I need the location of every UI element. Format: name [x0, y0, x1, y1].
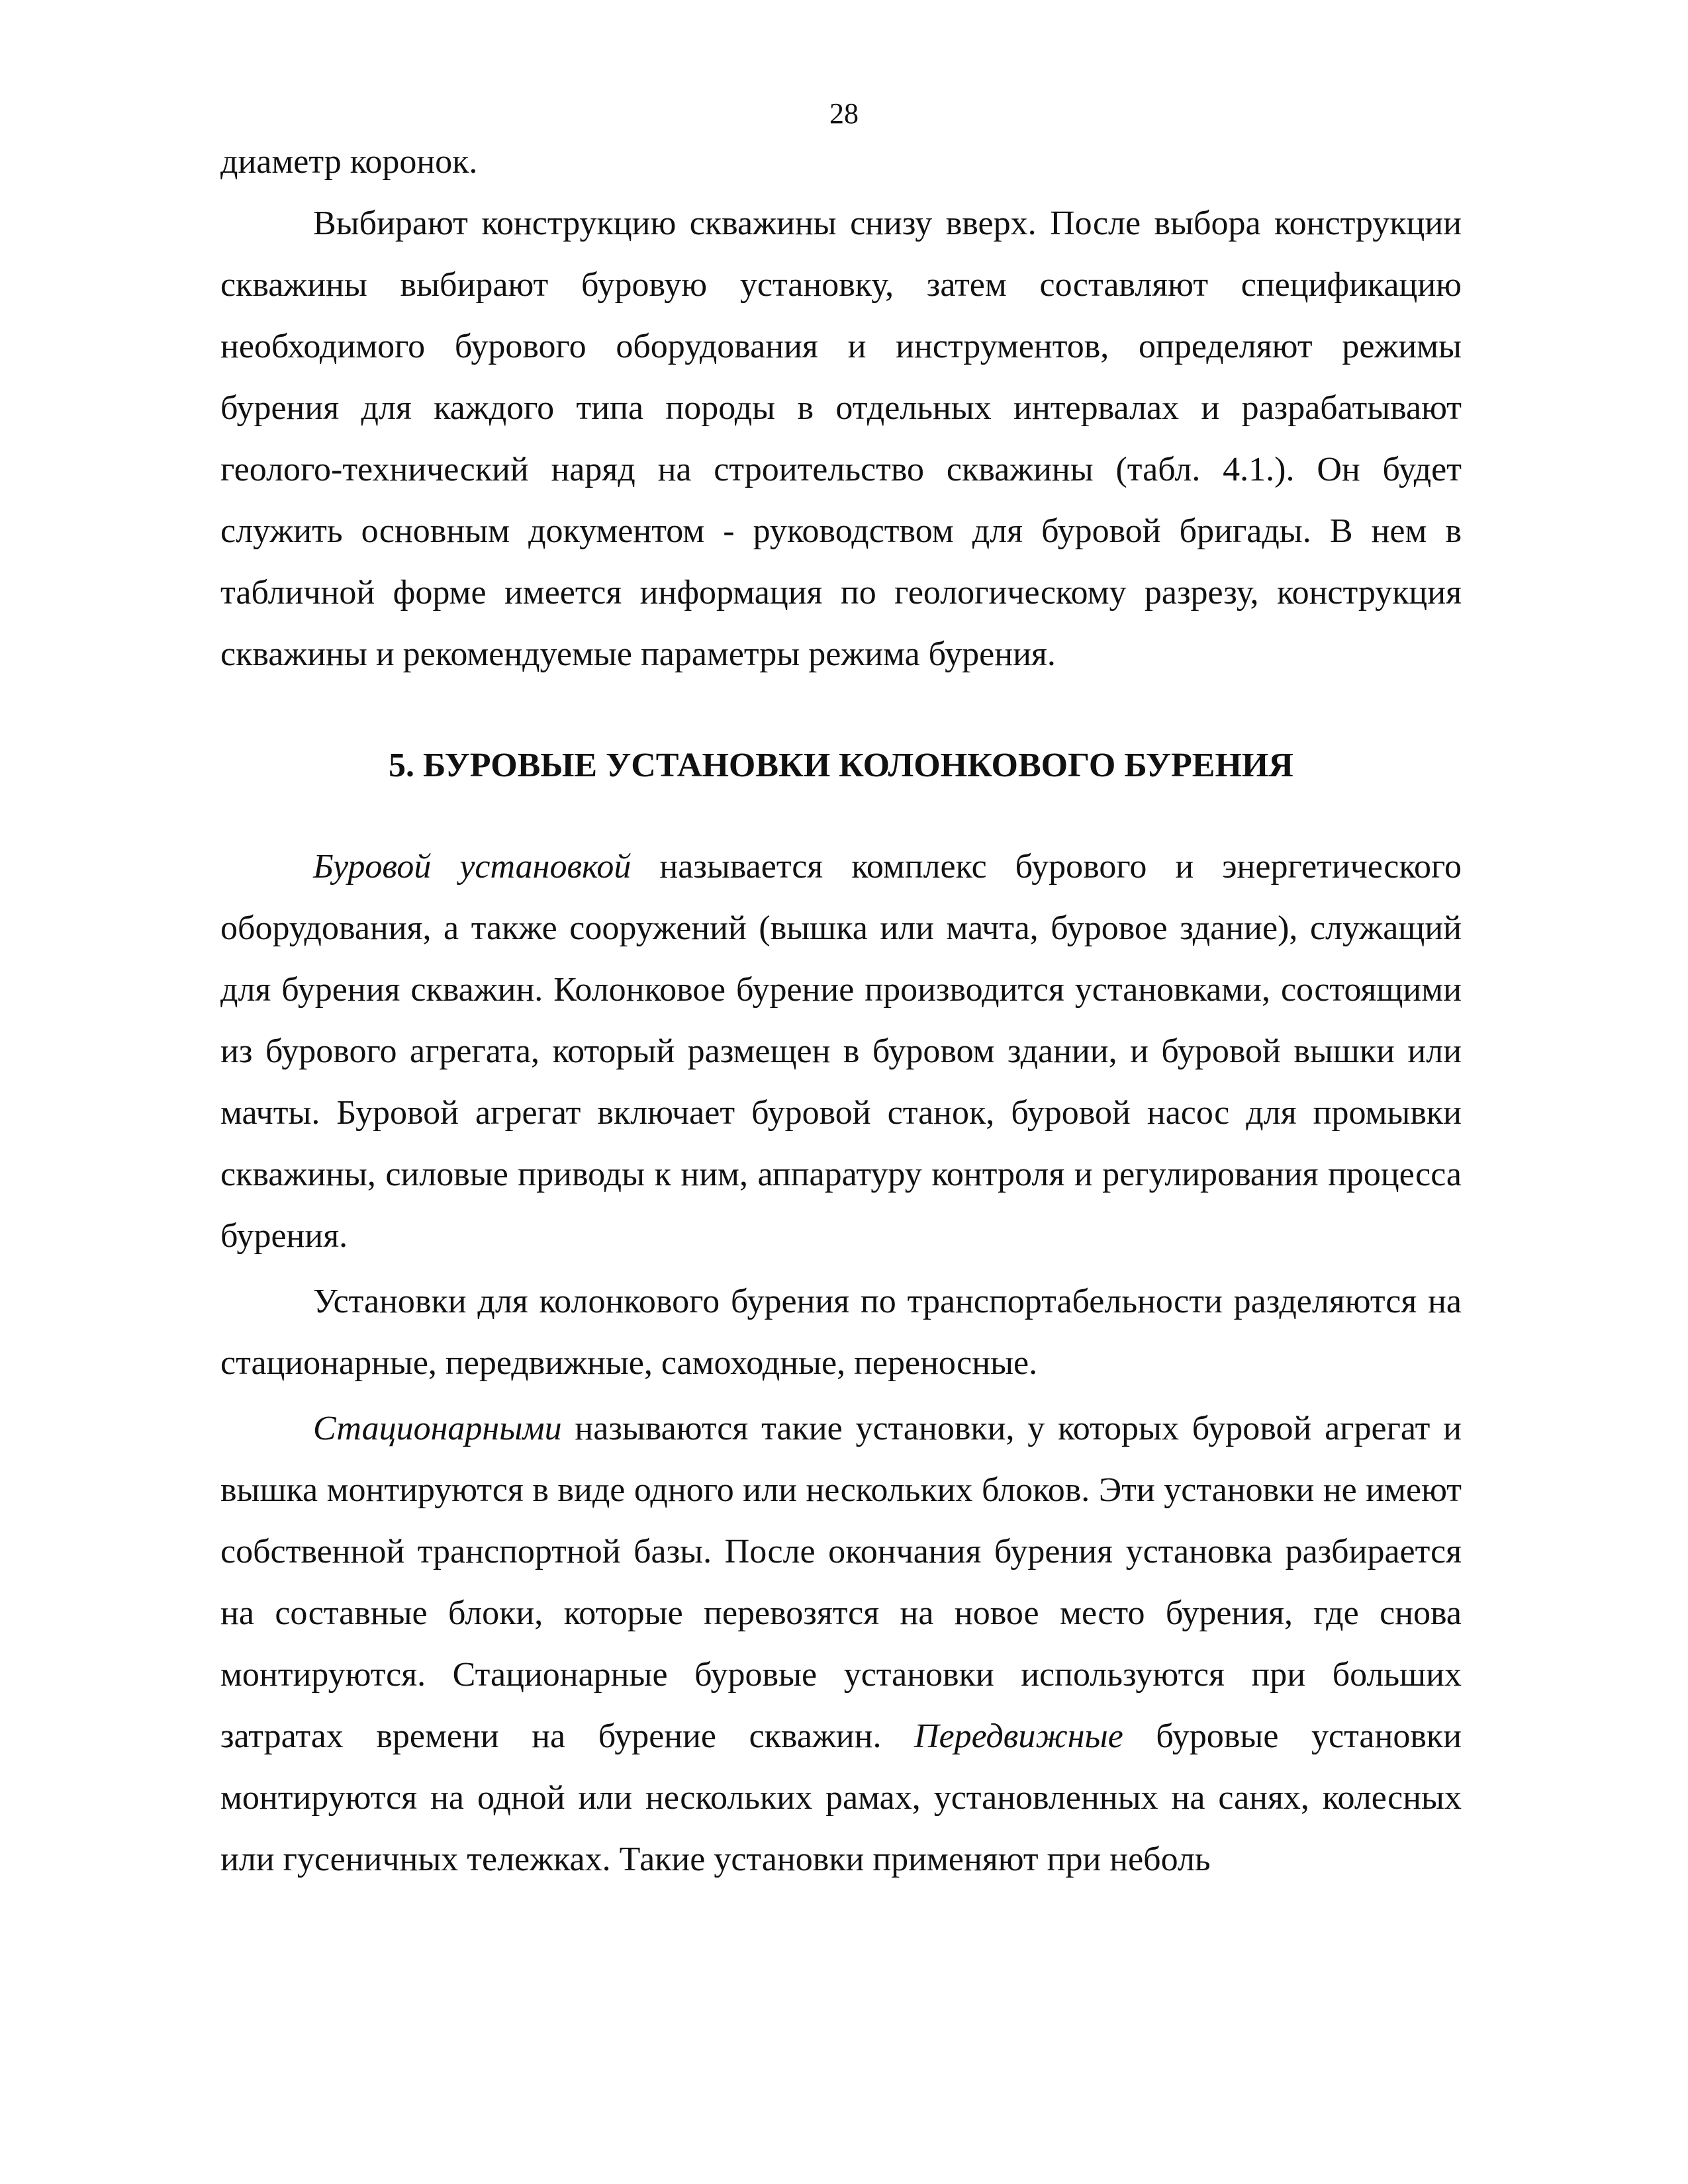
term-stationary: Стационарными — [313, 1410, 562, 1447]
body-text — [220, 131, 1462, 1890]
paragraph-drilling-rig-text: называется комплекс бурового и энергетического оборудования, а также сооружений (вышка или мачта, буровое здание), служащий для бурения скважин. Колонковое бурение производится установками, состоящими из бурового агрегата, который размещен в буровом здании, и буровой вышки или мачты. Буровой агрегат включает буровой станок, буровой насос для промывки скважины, силовые приводы к ним, аппаратуру контроля и регулирования процесса бурения. — [220, 848, 1462, 1255]
term-drilling-rig: Буровой установкой — [313, 848, 632, 886]
section-heading: 5. БУРОВЫЕ УСТАНОВКИ КОЛОНКОВОГО БУРЕНИЯ — [389, 747, 1293, 784]
paragraph-well-construction: Выбирают конструкцию скважины снизу вверх. После выбора конструкции скважины выбирают буровую установку, затем составляют спецификацию необходимого бурового оборудования и инструментов, определяют режимы бурения для каждого типа породы в отдельных интервалах и разрабатывают геолого-технический наряд на строительство скважины (табл. 4.1.). Он будет служить основным документом - руководством для буровой бригады. В нем в табличной форме имеется информация по геологическому разрезу, конструкция скважины и рекомендуемые параметры режима бурения. — [220, 205, 1462, 673]
paragraph-continuation: диаметр коронок. — [220, 143, 478, 181]
term-mobile: Передвижные — [914, 1717, 1123, 1755]
page-number: 28 — [829, 97, 859, 130]
paragraph-transportability: Установки для колонкового бурения по транспортабельности разделяются на стационарные, передвижные, самоходные, переносные. — [220, 1283, 1462, 1382]
paragraph-stationary-rigs — [220, 1398, 1462, 1890]
paragraph-stationary-text: называются такие установки, у которых буровой агрегат и вышка монтируются в виде одного или нескольких блоков. Эти установки не имеют собственной транспортной базы. После окончания бурения установка разбирается на составные блоки, которые перевозятся на новое место бурения, где снова монтируются. Стационарные буровые установки используются при больших затратах времени на бурение скважин. — [220, 1410, 1462, 1755]
paragraph-mobile-text: буровые установки монтируются на одной или нескольких рамах, установленных на санях, колесных или гусеничных тележках. Такие установки применяют при неболь — [220, 1717, 1462, 1878]
paragraph-drilling-rig-definition — [220, 836, 1462, 1267]
